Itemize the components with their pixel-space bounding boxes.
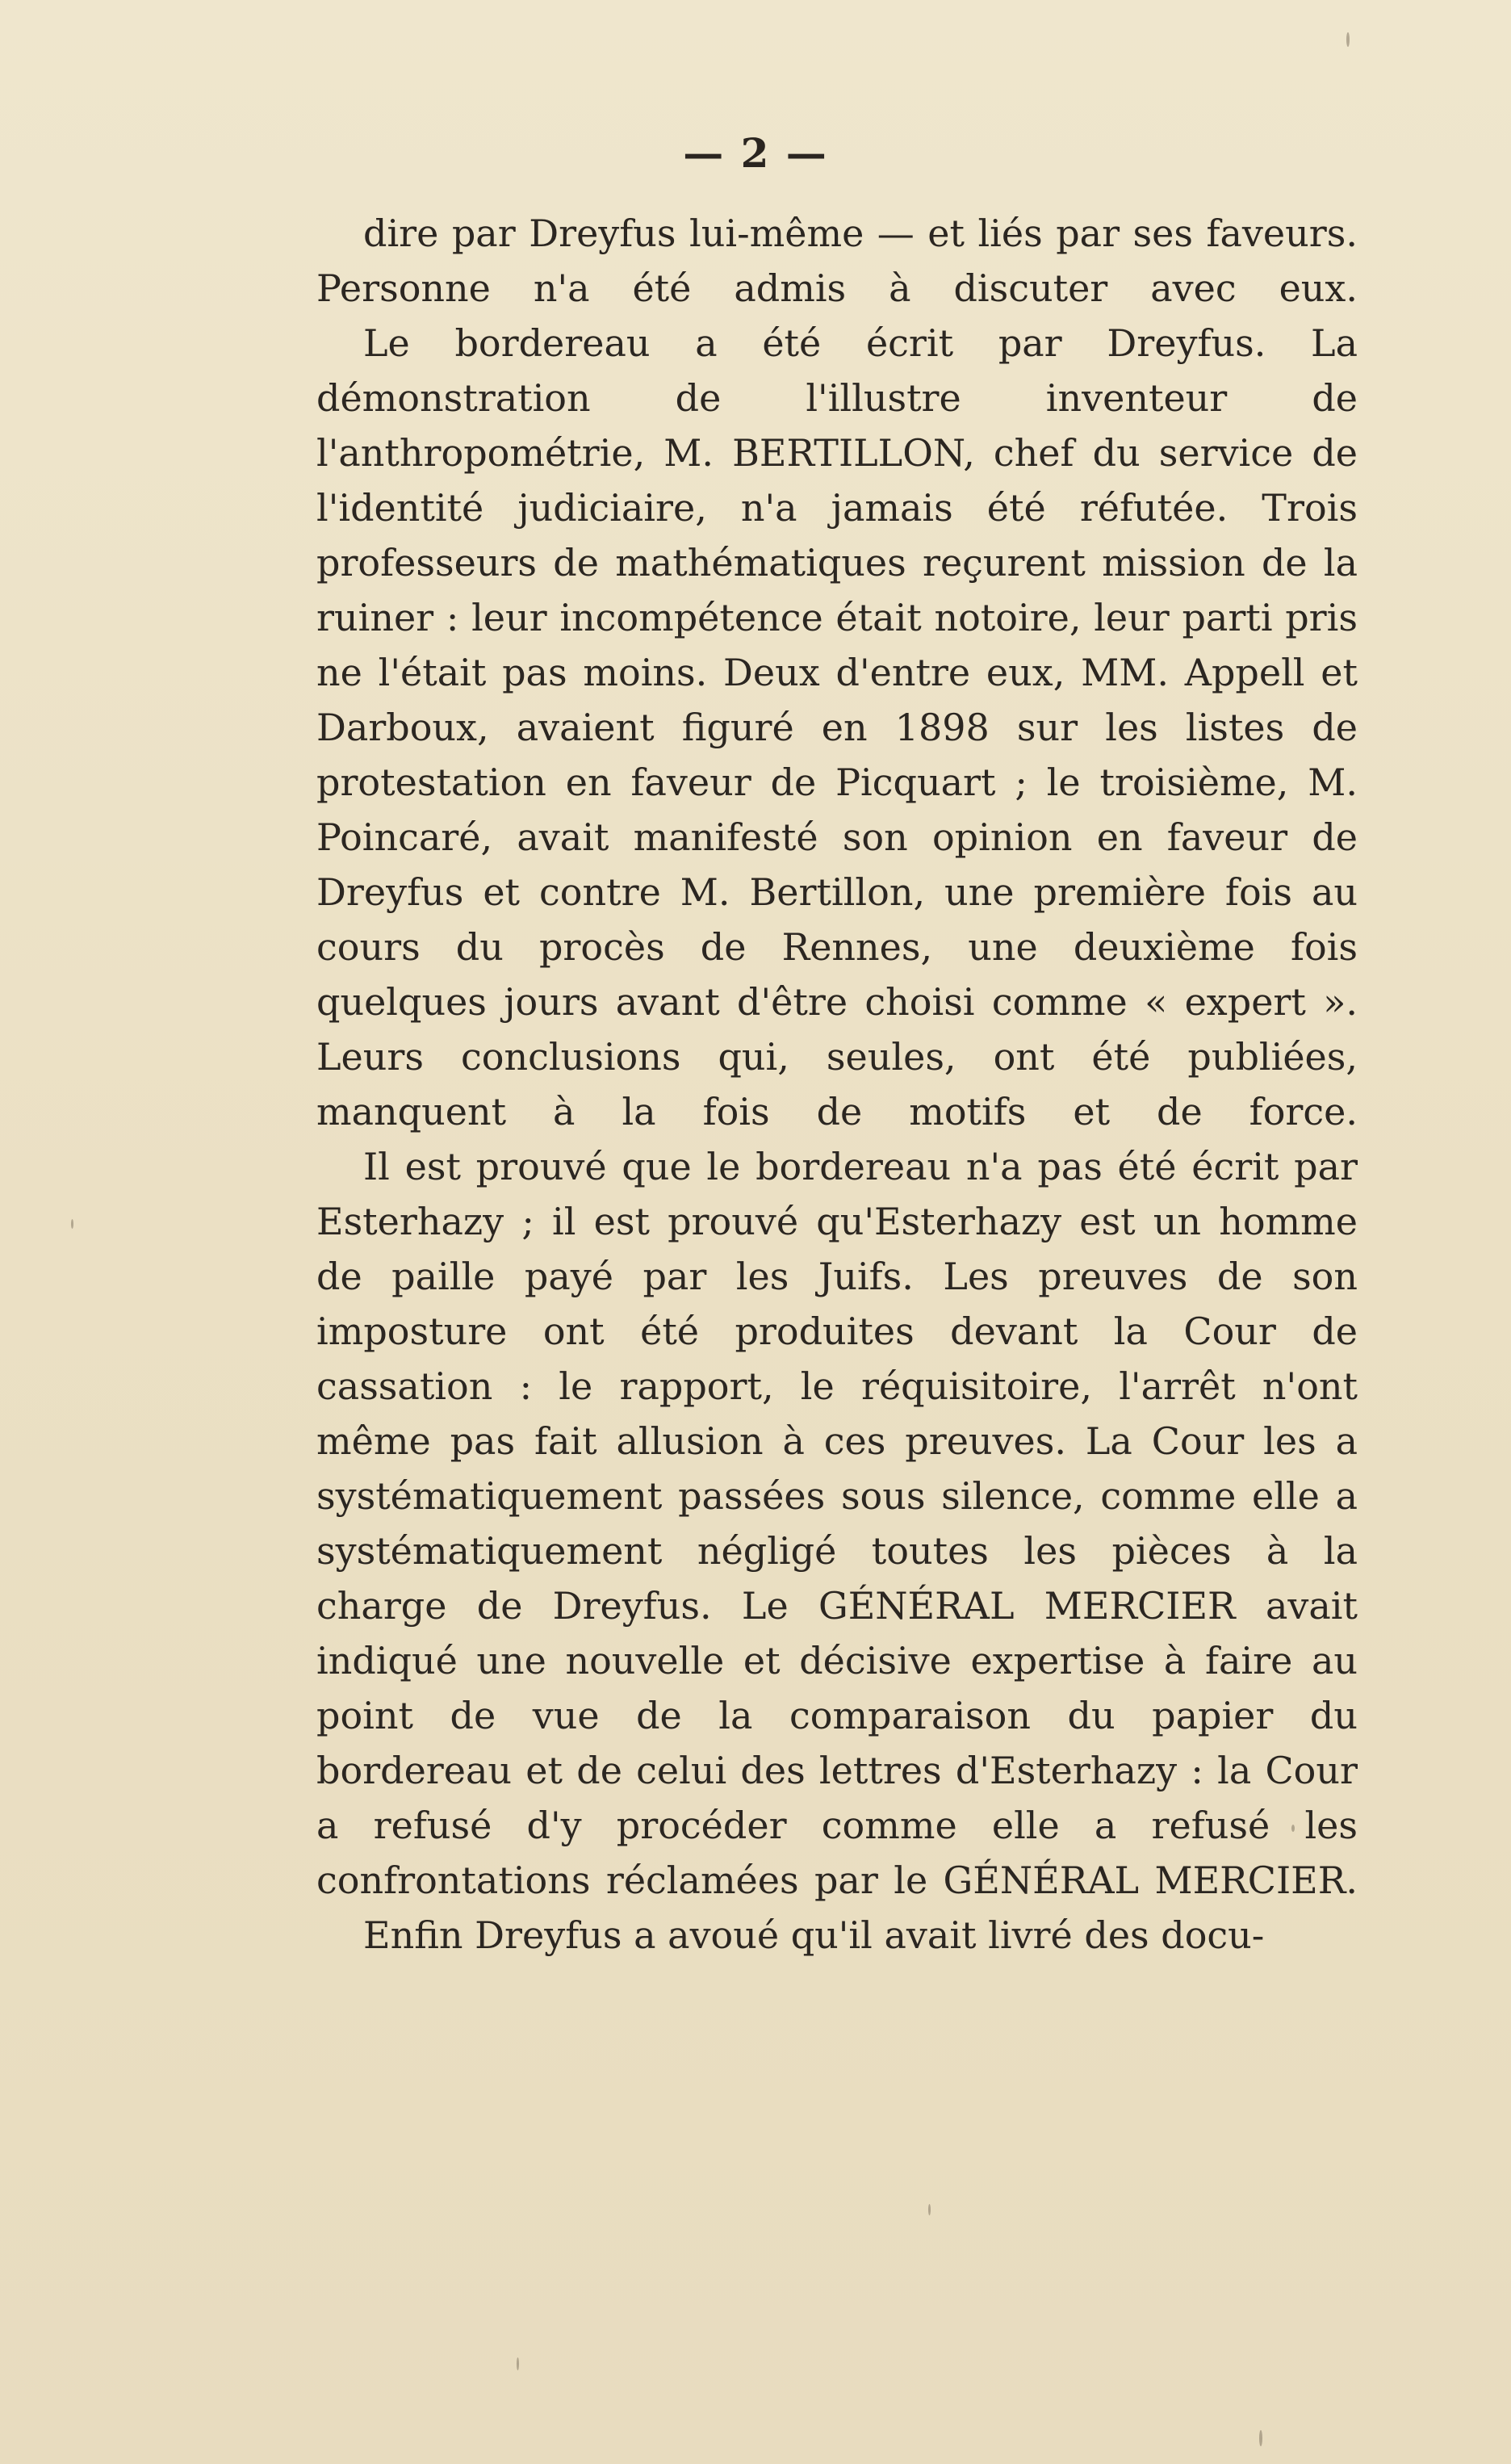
- paper-speck: [517, 2357, 519, 2370]
- paper-speck: [1259, 2430, 1262, 2446]
- paper-speck: [71, 1219, 73, 1229]
- body-text: [316, 206, 1358, 1963]
- paragraph: Le bordereau a été écrit par Dreyfus. La démonstration de l'illustre inventeur de l'anthropométrie, M. BERTILLON, chef du service de l'identité judiciaire, n'a jamais été réfutée. Trois professeurs de mathématiques reçurent mission de la ruiner : leur incompétence était notoire, leur parti pris ne l'était pas moins. Deux d'entre eux, MM. Appell et Darboux, avaient figuré en 1898 sur les listes de protestation en faveur de Picquart ; le troisième, M. Poincaré, avait manifesté son opinion en faveur de Dreyfus et contre M. Bertillon, une première fois au cours du procès de Rennes, une deuxième fois quelques jours avant d'être choisi comme « expert ». Leurs conclusions qui, seules, ont été publiées, manquent à la fois de motifs et de force.: [316, 321, 1358, 1134]
- paragraph: Enfin Dreyfus a avoué qu'il avait livré des docu-: [363, 1913, 1265, 1957]
- paper-speck: [1346, 32, 1350, 47]
- paper-speck: [928, 2204, 931, 2215]
- paragraph: dire par Dreyfus lui-même — et liés par ses faveurs. Personne n'a été admis à discuter avec eux.: [316, 212, 1358, 310]
- paragraph: Il est prouvé que le bordereau n'a pas été écrit par Esterhazy ; il est prouvé qu'Esterhazy est un homme de paille payé par les Juifs. Les preuves de son imposture ont été produites devant la Cour de cassation : le rapport, le réquisitoire, l'arrêt n'ont même pas fait allusion à ces preuves. La Cour les a systématiquement passées sous silence, comme elle a systématiquement négligé toutes les pièces à la charge de Dreyfus. Le GÉNÉRAL MERCIER avait indiqué une nouvelle et décisive expertise à faire au point de vue de la comparaison du papier du bordereau et de celui des lettres d'Esterhazy : la Cour a refusé d'y procéder comme elle a refusé les confrontations réclamées par le GÉNÉRAL MERCIER.: [316, 1145, 1358, 1902]
- page-number: — 2 —: [683, 129, 828, 177]
